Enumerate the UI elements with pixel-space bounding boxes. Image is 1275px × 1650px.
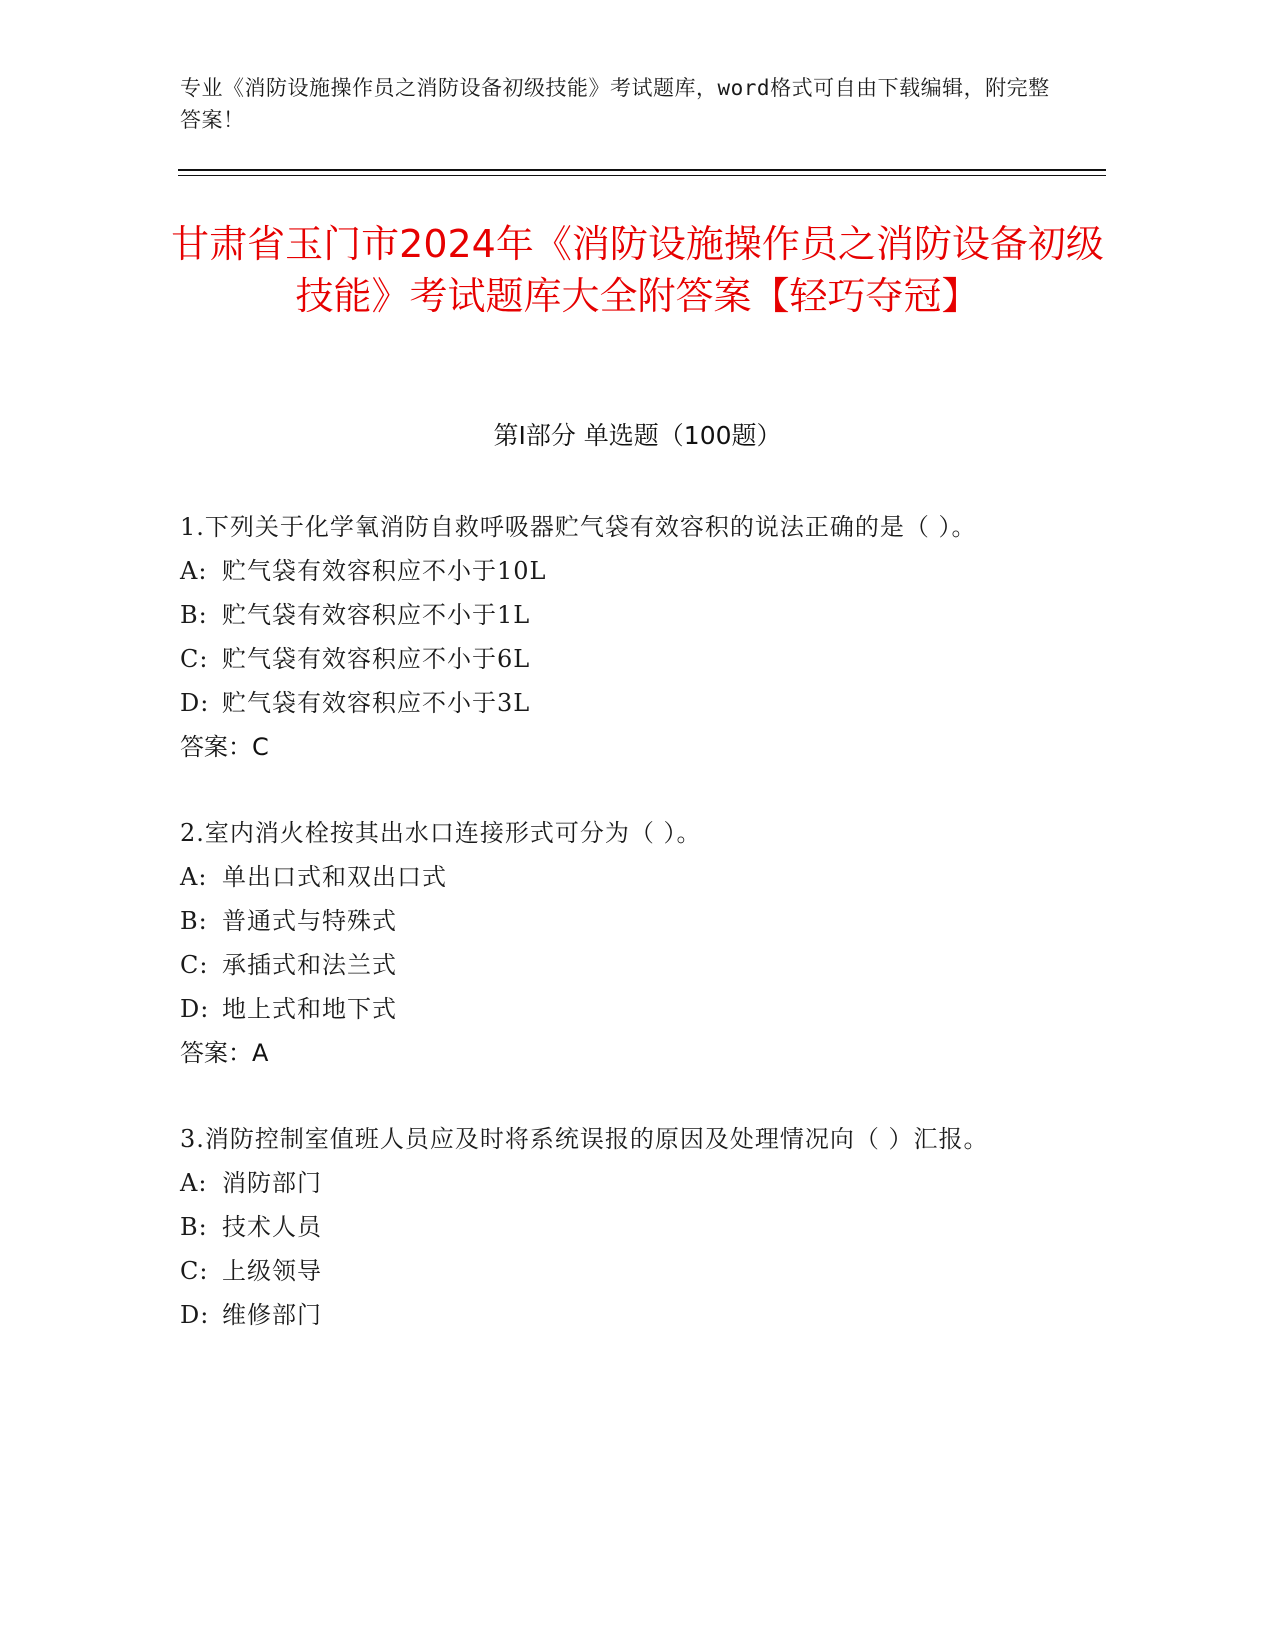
answer-line: 答案：C: [180, 733, 269, 761]
option-b: [180, 899, 1040, 943]
option-letter: D:: [180, 1301, 210, 1329]
option-text: 单出口式和双出口式: [222, 863, 447, 891]
question-3: [180, 1117, 1040, 1337]
option-letter: A:: [180, 557, 208, 585]
option-letter: B:: [180, 907, 208, 935]
option-d: [180, 987, 1040, 1031]
question-stem: 2.室内消火栓按其出水口连接形式可分为（ ）。: [180, 819, 702, 847]
option-a: [180, 549, 1040, 593]
option-text: 贮气袋有效容积应不小于10L: [222, 557, 547, 585]
option-letter: D:: [180, 689, 210, 717]
option-text: 上级领导: [222, 1257, 322, 1285]
option-text: 维修部门: [222, 1301, 322, 1329]
option-d: [180, 681, 1040, 725]
option-c: [180, 1249, 1040, 1293]
section-heading: 第I部分 单选题（100题）: [493, 421, 782, 450]
option-text: 贮气袋有效容积应不小于6L: [222, 645, 531, 673]
option-d: [180, 1293, 1040, 1337]
option-text: 贮气袋有效容积应不小于1L: [222, 601, 531, 629]
question-1: [180, 505, 1040, 769]
option-text: 地上式和地下式: [222, 995, 397, 1023]
option-text: 普通式与特殊式: [222, 907, 397, 935]
option-letter: C:: [180, 1257, 209, 1285]
option-letter: A:: [180, 1169, 208, 1197]
option-b: [180, 593, 1040, 637]
option-text: 贮气袋有效容积应不小于3L: [222, 689, 531, 717]
option-letter: C:: [180, 951, 209, 979]
option-letter: B:: [180, 601, 208, 629]
option-text: 消防部门: [222, 1169, 322, 1197]
document-title: 甘肃省玉门市2024年《消防设施操作员之消防设备初级技能》考试题库大全附答案【轻巧夺冠】: [171, 222, 1104, 318]
option-text: 技术人员: [222, 1213, 322, 1241]
option-text: 承插式和法兰式: [222, 951, 397, 979]
option-c: [180, 637, 1040, 681]
option-letter: B:: [180, 1213, 208, 1241]
option-a: [180, 1161, 1040, 1205]
header-divider-thick: [178, 169, 1106, 171]
option-letter: D:: [180, 995, 210, 1023]
answer-line: 答案：A: [180, 1039, 269, 1067]
option-a: [180, 855, 1040, 899]
option-letter: C:: [180, 645, 209, 673]
question-stem: 3.消防控制室值班人员应及时将系统误报的原因及处理情况向（ ）汇报。: [180, 1125, 989, 1153]
question-list: [180, 505, 1040, 1379]
option-b: [180, 1205, 1040, 1249]
question-2: [180, 811, 1040, 1075]
question-stem: 1.下列关于化学氧消防自救呼吸器贮气袋有效容积的说法正确的是（ ）。: [180, 513, 977, 541]
option-letter: A:: [180, 863, 208, 891]
option-c: [180, 943, 1040, 987]
header-note: 专业《消防设施操作员之消防设备初级技能》考试题库，word格式可自由下载编辑，附完整答案！: [180, 76, 1050, 132]
header-divider-thin: [178, 175, 1106, 176]
